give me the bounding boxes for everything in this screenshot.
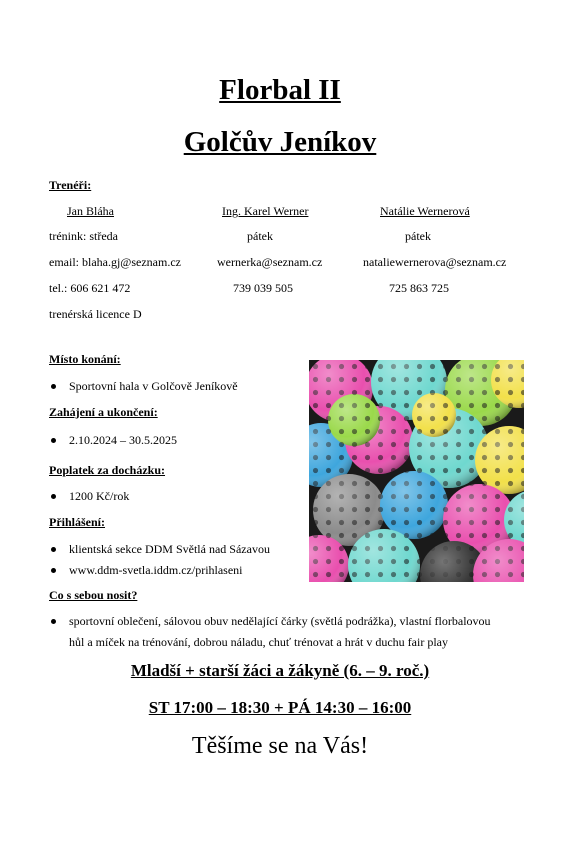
floorball-balls-photo: [309, 360, 524, 582]
venue-item: Sportovní hala v Golčově Jeníkově: [69, 379, 238, 393]
registration-item-ddm: klientská sekce DDM Světlá nad Sázavou: [69, 542, 270, 556]
coach-name-2: Ing. Karel Werner: [222, 204, 309, 218]
floorball-ball: [328, 394, 380, 446]
coach-phone-1: tel.: 606 621 472: [49, 281, 131, 295]
registration-link[interactable]: www.ddm-svetla.iddm.cz/prihlaseni: [69, 563, 243, 577]
training-day-1: trénink: středa: [49, 229, 118, 243]
coach-email-3: nataliewernerova@seznam.cz: [363, 255, 507, 269]
bring-line-1: sportovní oblečení, sálovou obuv nedělající čárky (světlá podrážka), vlastní florbalovou: [69, 614, 491, 628]
page-title: Florbal II: [219, 74, 341, 106]
coach-license: trenérská licence D: [49, 307, 142, 321]
fee-heading: Poplatek za docházku:: [49, 463, 166, 477]
page-subtitle: Golčův Jeníkov: [183, 126, 377, 158]
venue-heading: Místo konání:: [49, 352, 121, 366]
training-day-3: pátek: [405, 229, 431, 243]
coach-email-2: wernerka@seznam.cz: [217, 255, 323, 269]
schedule: ST 17:00 – 18:30 + PÁ 14:30 – 16:00: [148, 698, 412, 717]
coach-phone-3: 725 863 725: [389, 281, 449, 295]
coaches-heading: Trenéři:: [49, 178, 92, 192]
fee-item: 1200 Kč/rok: [69, 489, 130, 503]
age-group: Mladší + starší žáci a žákyně (6. – 9. roč.): [130, 661, 430, 680]
closing-text: Těšíme se na Vás!: [191, 733, 369, 759]
bring-line-2: hůl a míček na trénování, dobrou náladu, chuť trénovat a hrát v duchu fair play: [69, 635, 448, 649]
dates-heading: Zahájení a ukončení:: [49, 405, 158, 419]
training-day-2: pátek: [247, 229, 273, 243]
bring-heading: Co s sebou nosit?: [49, 588, 138, 602]
floorball-ball: [380, 471, 448, 539]
coach-email-1: email: blaha.gj@seznam.cz: [49, 255, 181, 269]
registration-heading: Přihlášení:: [49, 515, 105, 529]
floorball-balls-image: [309, 360, 524, 582]
dates-item: 2.10.2024 – 30.5.2025: [69, 433, 177, 447]
coach-phone-2: 739 039 505: [233, 281, 293, 295]
floorball-ball: [412, 393, 456, 437]
coach-name-3: Natálie Wernerová: [380, 204, 470, 218]
coach-name-1: Jan Bláha: [67, 204, 114, 218]
